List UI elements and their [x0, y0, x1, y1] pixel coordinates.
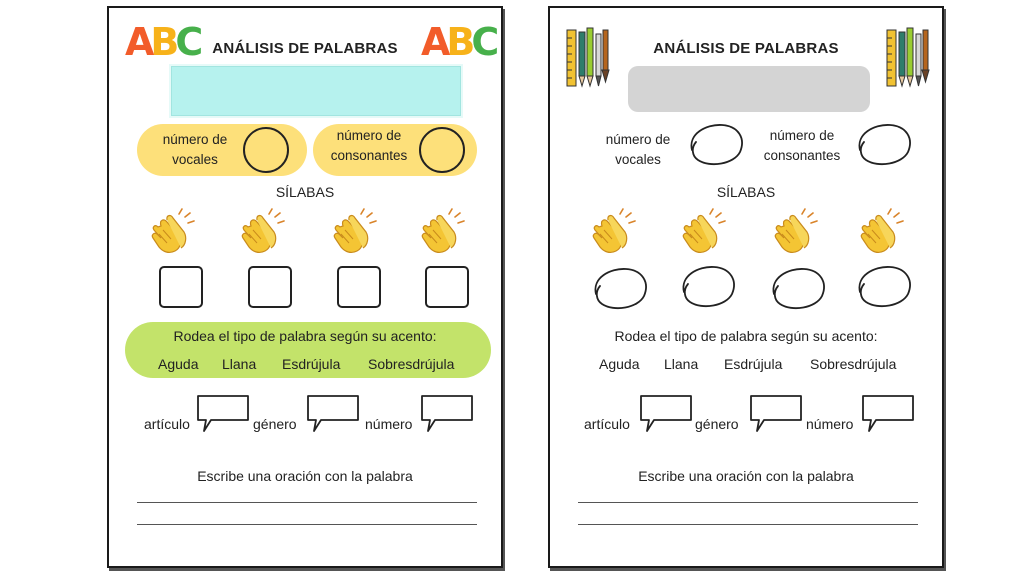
abc-logo-left: ABC	[125, 20, 200, 64]
clap-icon	[858, 208, 906, 256]
number-label: número	[365, 416, 413, 432]
speech-bubble-icon[interactable]	[860, 394, 916, 434]
speech-bubble-icon[interactable]	[638, 394, 694, 434]
pencils-ruler-icon	[566, 26, 610, 90]
syllable-circle[interactable]	[852, 262, 914, 312]
consonants-label: número de consonantes	[763, 128, 841, 163]
syllable-box[interactable]	[159, 266, 203, 308]
writing-line[interactable]	[137, 502, 477, 503]
accent-prompt: Rodea el tipo de palabra según su acento:	[614, 328, 878, 344]
clap-icon	[149, 208, 197, 256]
abc-logo-right: ABC	[421, 20, 496, 64]
accent-option-llana[interactable]: Llana	[222, 356, 257, 372]
writing-line[interactable]	[578, 524, 918, 525]
number-label: número	[806, 416, 854, 432]
accent-prompt: Rodea el tipo de palabra según su acento:	[173, 328, 437, 344]
worksheet-bw	[548, 6, 944, 568]
vowels-count-circle[interactable]	[243, 127, 289, 173]
pencils-ruler-icon	[886, 26, 930, 90]
sentence-prompt: Escribe una oración con la palabra	[197, 468, 413, 484]
syllable-circle[interactable]	[588, 264, 650, 314]
clap-icon	[239, 208, 287, 256]
syllable-box[interactable]	[337, 266, 381, 308]
syllable-circle[interactable]	[676, 262, 738, 312]
syllable-box[interactable]	[248, 266, 292, 308]
clap-icon	[590, 208, 638, 256]
syllables-title: SÍLABAS	[716, 184, 776, 200]
vowels-count-circle[interactable]	[684, 120, 746, 170]
sentence-prompt: Escribe una oración con la palabra	[638, 468, 854, 484]
page-title: ANÁLISIS DE PALABRAS	[212, 40, 398, 57]
vowels-label: número de vocales	[162, 132, 228, 167]
speech-bubble-icon[interactable]	[419, 394, 475, 434]
accent-option-sobresdrujula[interactable]: Sobresdrújula	[368, 356, 455, 372]
clap-icon	[331, 208, 379, 256]
clap-icon	[680, 208, 728, 256]
speech-bubble-icon[interactable]	[305, 394, 361, 434]
vowels-label: número de vocales	[605, 132, 671, 167]
syllable-circle[interactable]	[766, 264, 828, 314]
article-label: artículo	[584, 416, 630, 432]
accent-option-sobresdrujula[interactable]: Sobresdrújula	[810, 356, 897, 372]
gender-label: género	[253, 416, 297, 432]
speech-bubble-icon[interactable]	[748, 394, 804, 434]
clap-icon	[772, 208, 820, 256]
consonants-label: número de consonantes	[330, 128, 408, 163]
page-title: ANÁLISIS DE PALABRAS	[653, 40, 839, 57]
syllables-title: SÍLABAS	[275, 184, 335, 200]
accent-option-aguda[interactable]: Aguda	[158, 356, 199, 372]
writing-line[interactable]	[578, 502, 918, 503]
writing-line[interactable]	[137, 524, 477, 525]
consonants-count-circle[interactable]	[419, 127, 465, 173]
speech-bubble-icon[interactable]	[195, 394, 251, 434]
worksheet-color	[107, 6, 503, 568]
accent-option-aguda[interactable]: Aguda	[599, 356, 640, 372]
gender-label: género	[695, 416, 739, 432]
accent-option-esdrujula[interactable]: Esdrújula	[724, 356, 783, 372]
clap-icon	[419, 208, 467, 256]
word-input-box[interactable]	[628, 66, 870, 112]
consonants-count-circle[interactable]	[852, 120, 914, 170]
accent-option-llana[interactable]: Llana	[664, 356, 699, 372]
article-label: artículo	[144, 416, 190, 432]
accent-option-esdrujula[interactable]: Esdrújula	[282, 356, 341, 372]
syllable-box[interactable]	[425, 266, 469, 308]
word-input-box[interactable]	[169, 64, 463, 118]
